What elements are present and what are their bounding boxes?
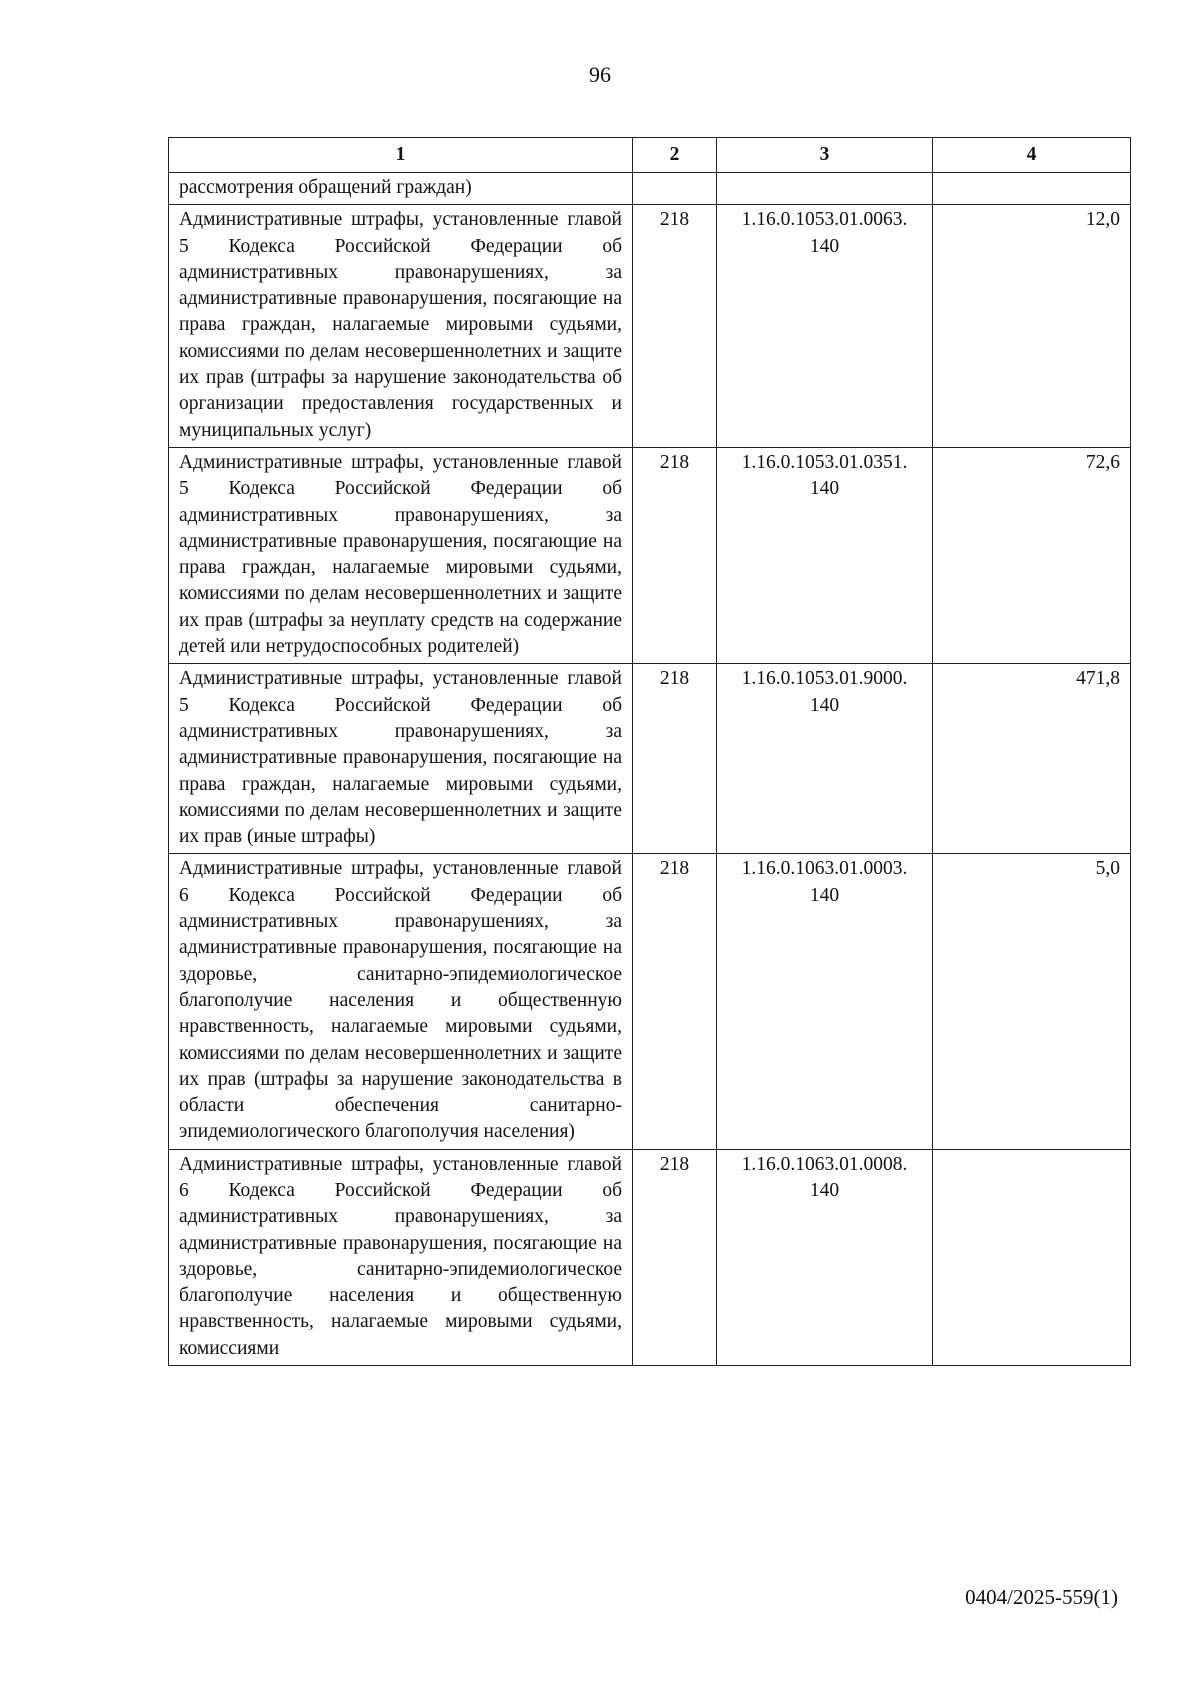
row-name: Административные штрафы, установленные главой 5 Кодекса Российской Федерации об административных правонарушениях, за административные правонарушения, посягающие на права граждан, налагаемые мировыми судьями, комиссиями по делам несовершеннолетних и защите их прав (иные штрафы): [169, 664, 633, 854]
row-kbk: 1.16.0.1063.01.0003. 140: [717, 854, 933, 1149]
table-row: [169, 447, 1131, 663]
header-col-3: 3: [717, 138, 933, 173]
page-number: 96: [589, 62, 611, 87]
header-col-4: 4: [933, 138, 1131, 173]
row-amount: 12,0: [933, 205, 1131, 448]
document-id: 0404/2025-559(1): [965, 1585, 1118, 1609]
row-amount: [933, 1149, 1131, 1365]
row-amount: 72,6: [933, 447, 1131, 663]
header-col-1: 1: [169, 138, 633, 173]
row-name: Административные штрафы, установленные главой 6 Кодекса Российской Федерации об административных правонарушениях, за административные правонарушения, посягающие на здоровье, санитарно-эпидемиологическое благополучие населения и общественную нравственность, налагаемые мировыми судьями, комиссиями: [169, 1149, 633, 1365]
row-name: Административные штрафы, установленные главой 5 Кодекса Российской Федерации об административных правонарушениях, за административные правонарушения, посягающие на права граждан, налагаемые мировыми судьями, комиссиями по делам несовершеннолетних и защите их прав (штрафы за неуплату средств на содержание детей или нетрудоспособных родителей): [169, 447, 633, 663]
header-col-2: 2: [633, 138, 717, 173]
table-row-continued: [169, 173, 1131, 205]
table-row: [169, 854, 1131, 1149]
row-admin-code: 218: [633, 1149, 717, 1365]
header-row: [169, 138, 1131, 173]
row-name: Административные штрафы, установленные главой 6 Кодекса Российской Федерации об административных правонарушениях, за административные правонарушения, посягающие на здоровье, санитарно-эпидемиологическое благополучие населения и общественную нравственность, налагаемые мировыми судьями, комиссиями по делам несовершеннолетних и защите их прав (штрафы за нарушение законодательства в области обеспечения санитарно-эпидемиологического благополучия населения): [169, 854, 633, 1149]
row-admin-code: 218: [633, 854, 717, 1149]
row-amount: 5,0: [933, 854, 1131, 1149]
row-name: Административные штрафы, установленные главой 5 Кодекса Российской Федерации об административных правонарушениях, за административные правонарушения, посягающие на права граждан, налагаемые мировыми судьями, комиссиями по делам несовершеннолетних и защите их прав (штрафы за нарушение законодательства об организации предоставления государственных и муниципальных услуг): [169, 205, 633, 448]
row-admin-code: 218: [633, 205, 717, 448]
row-amount: 471,8: [933, 664, 1131, 854]
row-kbk: 1.16.0.1053.01.0351. 140: [717, 447, 933, 663]
row-kbk: [717, 173, 933, 205]
row-admin-code: [633, 173, 717, 205]
table-row: [169, 1149, 1131, 1365]
row-name: рассмотрения обращений граждан): [169, 173, 633, 205]
row-kbk: 1.16.0.1053.01.9000. 140: [717, 664, 933, 854]
row-kbk: 1.16.0.1063.01.0008. 140: [717, 1149, 933, 1365]
table-row: [169, 205, 1131, 448]
row-admin-code: 218: [633, 447, 717, 663]
row-kbk: 1.16.0.1053.01.0063. 140: [717, 205, 933, 448]
row-admin-code: 218: [633, 664, 717, 854]
revenue-table: [168, 137, 1131, 1366]
table-row: [169, 664, 1131, 854]
row-amount: [933, 173, 1131, 205]
